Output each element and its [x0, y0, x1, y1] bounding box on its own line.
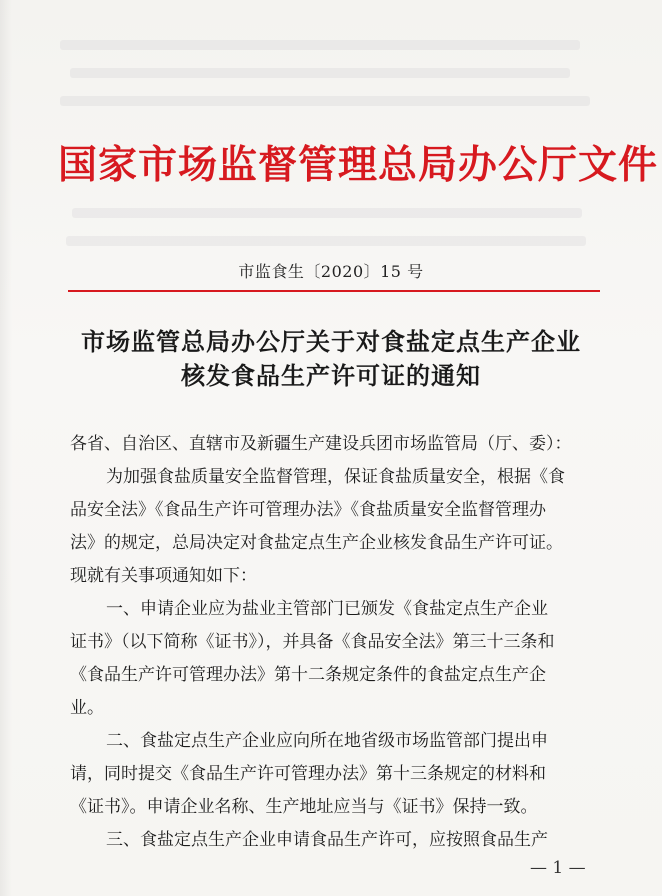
body-line: 业。	[70, 698, 104, 718]
body-line: 证书》（以下简称《证书》），并具备《食品安全法》第三十三条和	[70, 632, 555, 652]
document-header-title: 国家市场监督管理总局办公厅文件	[58, 142, 659, 188]
body-line: 品安全法》《食品生产许可管理办法》《食盐质量安全监督管理办	[70, 500, 546, 520]
red-separator-line	[68, 290, 600, 292]
bleed-through-mark	[66, 236, 586, 246]
bleed-through-mark	[70, 68, 570, 78]
scan-shadow	[0, 0, 12, 896]
bleed-through-mark	[60, 40, 580, 50]
notice-body	[70, 428, 610, 857]
bleed-through-mark	[72, 208, 582, 218]
notice-title-line-2: 核发食品生产许可证的通知	[181, 362, 481, 390]
page-number: — 1 —	[530, 858, 586, 878]
body-line: 请，同时提交《食品生产许可管理办法》第十三条规定的材料和	[70, 764, 546, 784]
document-number: 市监食生〔2020〕15 号	[238, 262, 424, 281]
bleed-through-mark	[60, 96, 590, 106]
salutation-line: 各省、自治区、直辖市及新疆生产建设兵团市场监管局（厅、委）：	[70, 434, 572, 454]
body-line: 《证书》。申请企业名称、生产地址应当与《证书》保持一致。	[70, 797, 538, 817]
body-line: 法》的规定，总局决定对食盐定点生产企业核发食品生产许可证。	[70, 533, 563, 553]
body-line: 为加强食盐质量安全监督管理，保证食盐质量安全，根据《食	[106, 467, 565, 487]
body-line: 一、申请企业应为盐业主管部门已颁发《食盐定点生产企业	[106, 599, 548, 619]
body-line: 三、食盐定点生产企业申请食品生产许可，应按照食品生产	[106, 830, 548, 850]
body-line: 现就有关事项通知如下：	[70, 566, 257, 586]
body-line: 二、食盐定点生产企业应向所在地省级市场监管部门提出申	[106, 731, 548, 751]
body-line: 《食品生产许可管理办法》第十二条规定条件的食盐定点生产企	[70, 665, 546, 685]
notice-title-line-1: 市场监管总局办公厅关于对食盐定点生产企业	[81, 328, 581, 356]
